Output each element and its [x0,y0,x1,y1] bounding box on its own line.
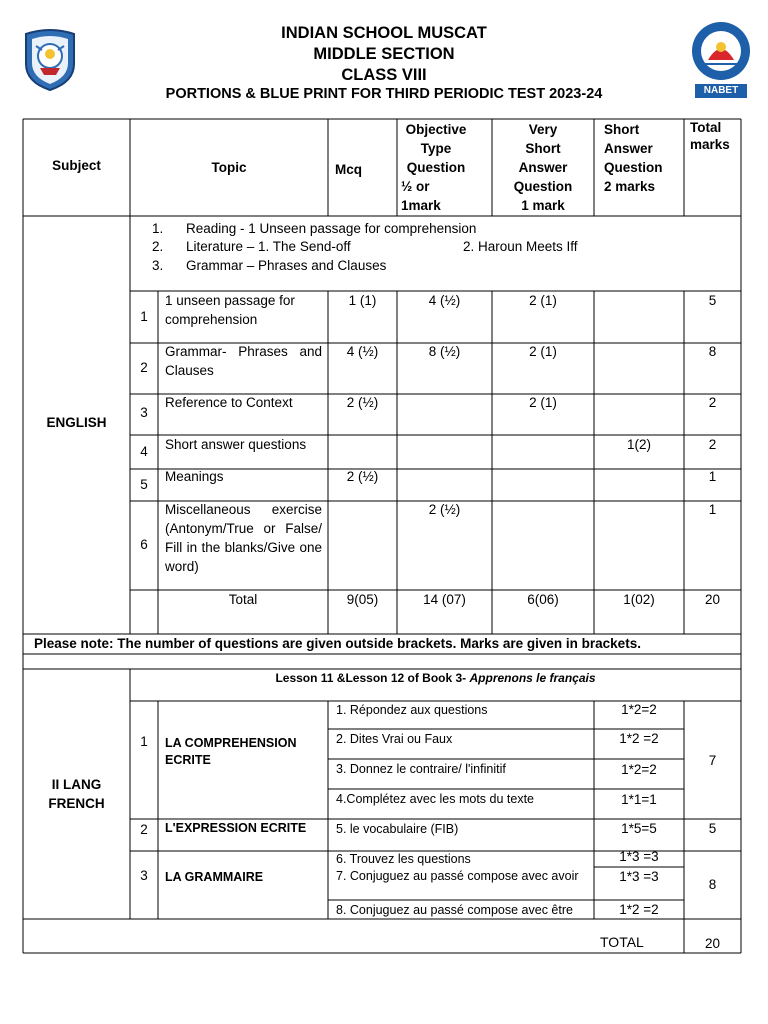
french-lesson-heading: Lesson 11 &Lesson 12 of Book 3- Apprenons le français [275,671,596,685]
subject-french-line1: II LANG [51,777,102,792]
french-total-label: TOTAL [600,934,644,950]
section-name: MIDDLE SECTION [313,45,455,63]
col-topic: Topic [211,160,247,175]
school-name: INDIAN SCHOOL MUSCAT [281,24,487,42]
subject-english: ENGLISH [46,415,107,430]
french-total-value: 20 [704,936,721,951]
subject-french-line2: FRENCH [48,796,105,811]
col-mcq: Mcq [335,162,362,177]
class-name: CLASS VIII [341,66,427,84]
nabet-label: NABET [695,84,747,98]
col-subject: Subject [52,158,101,173]
document-subtitle: PORTIONS & BLUE PRINT FOR THIRD PERIODIC TEST 2023-24 [165,86,603,102]
marks-note: Please note: The number of questions are given outside brackets. Marks are given in brackets. [34,636,641,651]
